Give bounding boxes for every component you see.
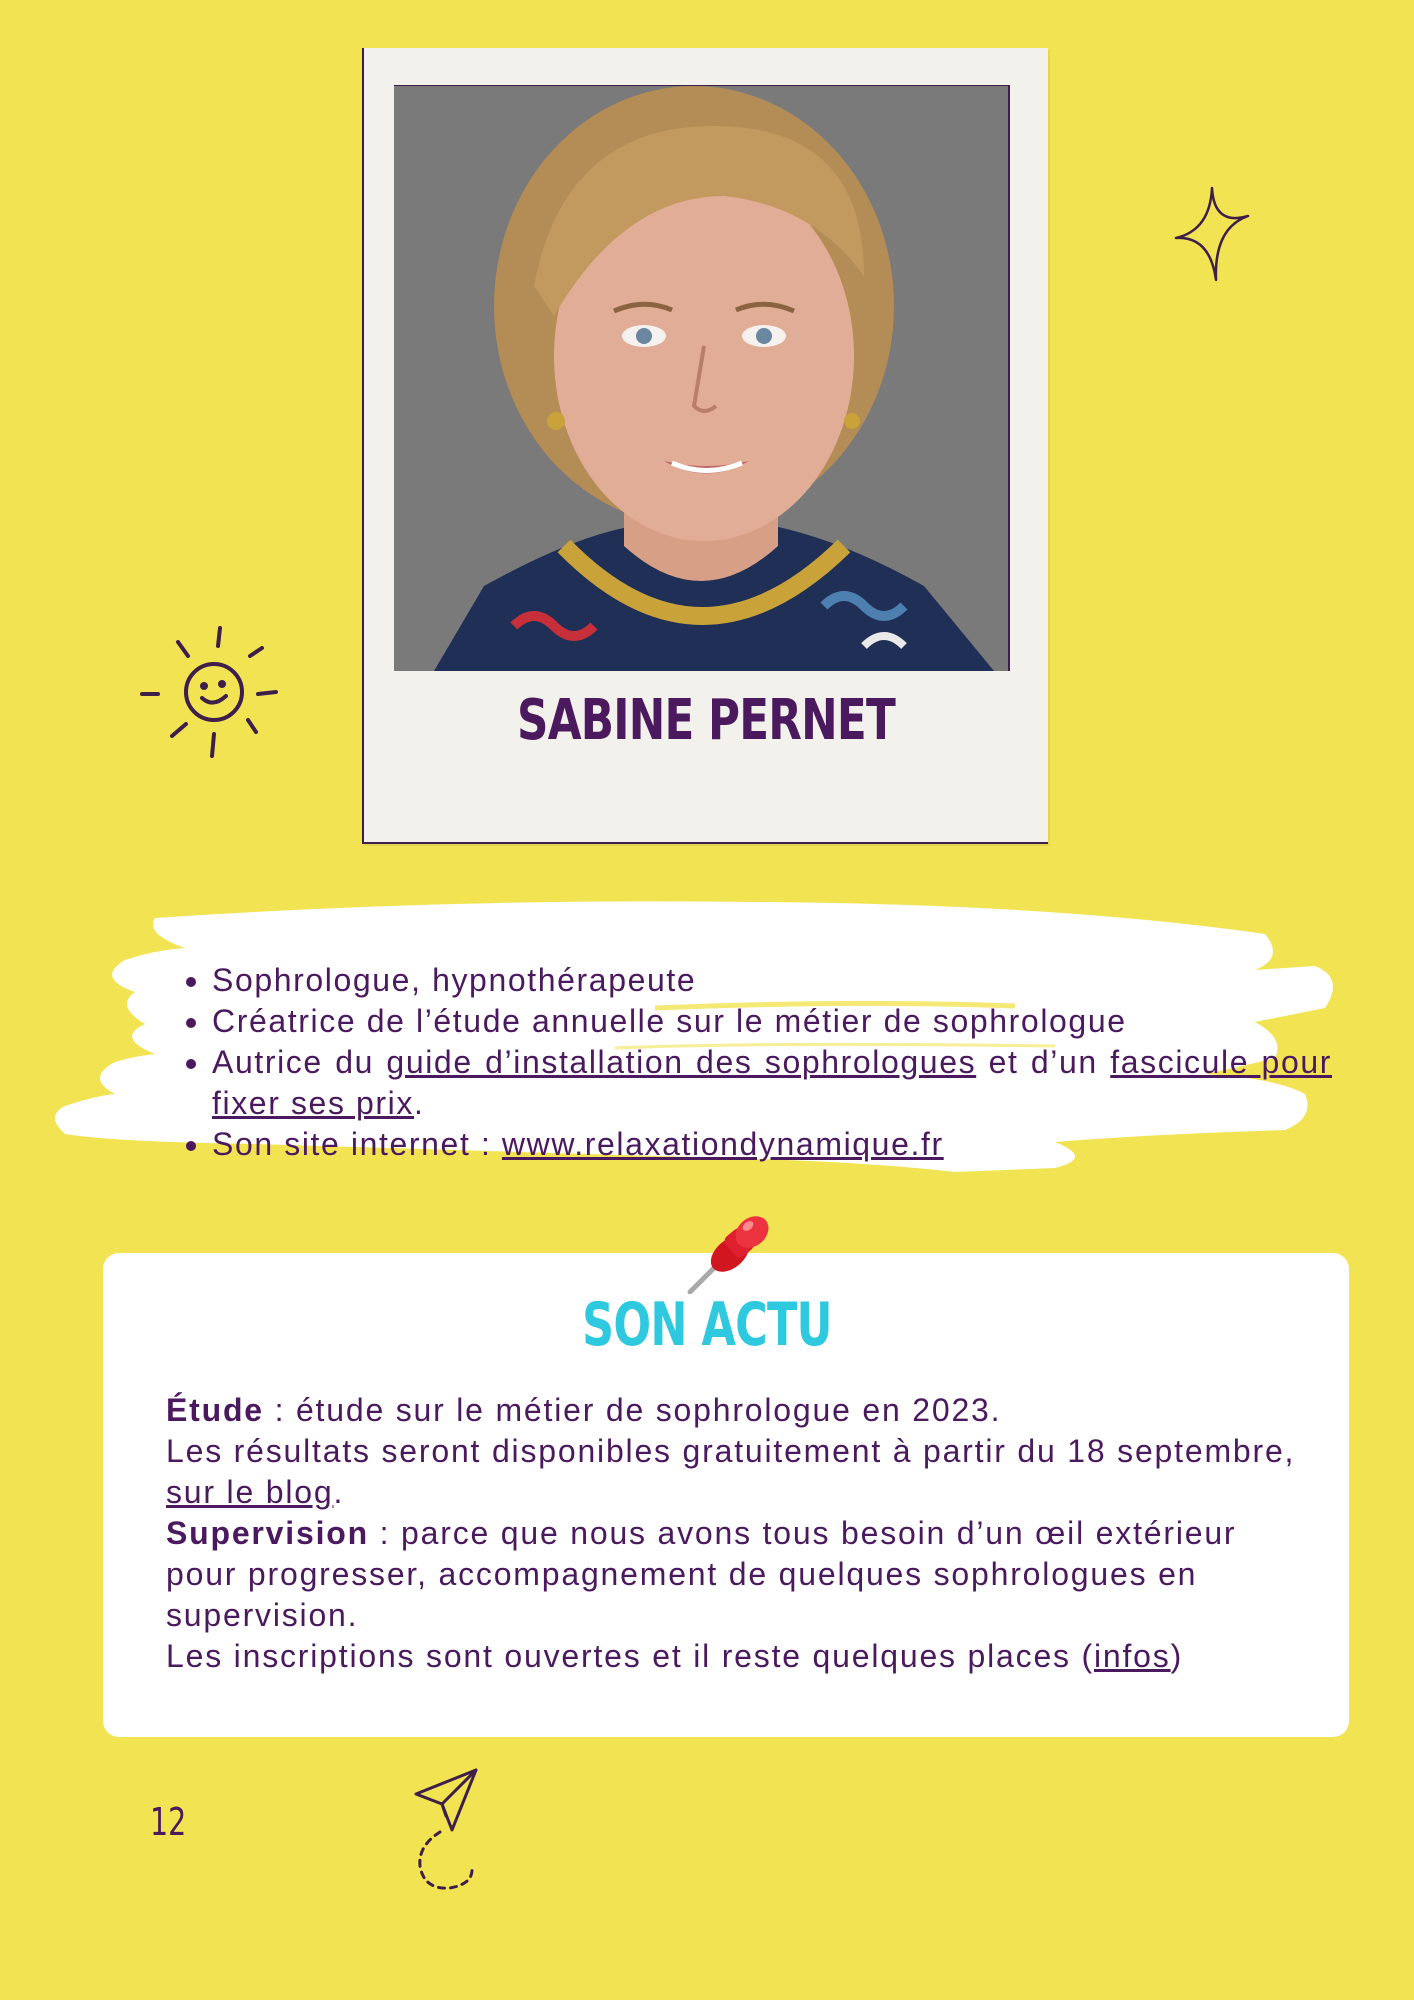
news-body (166, 1390, 1306, 1677)
news-paragraph: Les résultats seront disponibles gratuitement à partir du 18 septembre, sur le blog. (166, 1433, 1296, 1510)
infos-link[interactable]: infos (1093, 1638, 1171, 1674)
blog-link[interactable]: sur le blog (166, 1474, 334, 1510)
news-paragraph: Supervision : parce que nous avons tous besoin d’un œil extérieur pour progresser, accompagnement de quelques sophrologues en supervision. (166, 1515, 1237, 1633)
page-number: 12 (150, 1800, 187, 1844)
bio-item: • Autrice du guide d’installation des sophrologues et d’un fascicule pour fixer ses prix. (212, 1042, 1332, 1124)
person-name: SABINE PERNET (517, 688, 895, 753)
sparkle-icon (1174, 186, 1250, 282)
bio-item: • Son site internet : www.relaxationdynamique.fr (212, 1124, 1332, 1165)
website-link[interactable]: www.relaxationdynamique.fr (501, 1126, 944, 1162)
news-paragraph: Les inscriptions sont ouvertes et il reste quelques places (infos) (166, 1638, 1184, 1674)
pricing-booklet-link[interactable]: fascicule pour fixer ses prix (212, 1044, 1332, 1121)
smiling-sun-icon (138, 622, 280, 760)
polaroid-card (362, 48, 1048, 844)
news-paragraph: Étude : étude sur le métier de sophrologue en 2023. (166, 1392, 1002, 1428)
paper-plane-icon (412, 1766, 484, 1896)
pushpin-icon (680, 1212, 776, 1294)
bio-item: • Créatrice de l’étude annuelle sur le métier de sophrologue (212, 1001, 1332, 1042)
news-title: SON ACTU (582, 1290, 832, 1360)
portrait-photo (394, 85, 1010, 671)
bio-list (160, 960, 1332, 1165)
guide-link[interactable]: guide d’installation des sophrologues (386, 1044, 977, 1080)
bio-item: • Sophrologue, hypnothérapeute (212, 960, 1332, 1001)
